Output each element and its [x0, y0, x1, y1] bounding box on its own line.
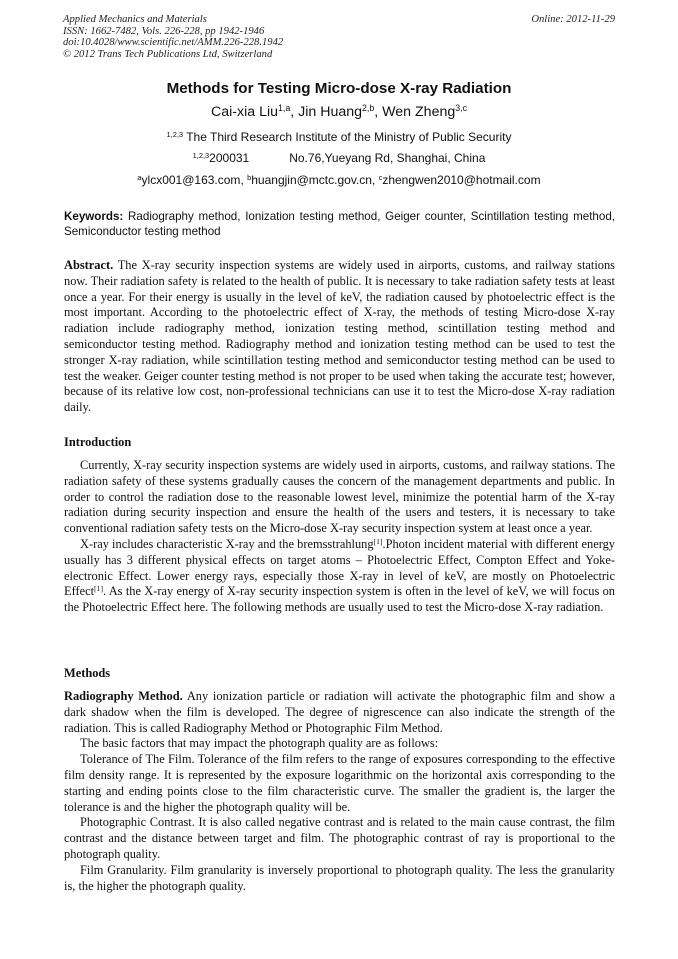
email-separator: ,	[240, 173, 248, 187]
intro-paragraph-2	[64, 537, 615, 616]
author-separator: ,	[290, 104, 299, 120]
radiography-heading: Radiography Method.	[64, 689, 183, 703]
intro-p2-part-3: . As the X-ray energy of X-ray security inspection system is often in the level of keV, we will focus on the Photoelectric Effect here. The following methods are usually used to test the Micro-dose X-ray radiation.	[64, 584, 615, 615]
author-list	[0, 104, 678, 120]
author-affil-mark: 1,a	[278, 103, 291, 114]
intro-p2-part-2: .Photon incident material with different energy usually has 3 different physical effects on target atoms – Photoelectric Effect, Compton Effect and Yoke- electronic Effect. Lower energy rays, especially those X-ray in level of keV, are mostly on Photoelectric Effect	[64, 536, 615, 599]
introduction-body	[64, 458, 615, 616]
affiliation-address	[0, 151, 678, 165]
keywords-block	[64, 209, 615, 240]
radiography-text: Any ionization particle or radiation will activate the photographic film and show a dark shadow when the film is developed. The degree of nigrescence can also indicate the strength of the radiation. This is called Radiography Method or Photographic Film Method.	[64, 689, 615, 735]
journal-header	[63, 14, 615, 60]
author-name: Jin Huang	[298, 104, 363, 120]
citation-ref: [1]	[94, 584, 103, 594]
email-mark: a	[137, 172, 142, 182]
methods-section	[64, 666, 615, 682]
factors-paragraph: The basic factors that may impact the photograph quality are as follows:	[80, 736, 439, 751]
methods-heading: Methods	[64, 666, 111, 680]
author-name: Wen Zheng	[382, 104, 456, 120]
email-mark: c	[378, 172, 383, 182]
email-separator: ,	[371, 173, 379, 187]
keywords-text: Radiography method, Ionization testing method, Geiger counter, Scintillation testing method, Semiconductor testing method	[64, 210, 615, 239]
keywords-label: Keywords:	[64, 210, 124, 223]
email-mark: b	[247, 172, 252, 182]
affiliation-institute	[0, 130, 678, 144]
affiliation-emails	[0, 173, 678, 187]
issn-line: ISSN: 1662-7482, Vols. 226-228, pp 1942-1946	[63, 25, 265, 37]
journal-name: Applied Mechanics and Materials	[63, 14, 207, 25]
tolerance-paragraph: Tolerance of The Film. Tolerance of the film refers to the range of exposures corresponding to the effective film density range. It is represented by the exposure logarithmic on the horizontal axis corresponding to the starting and ending points close to the film characteristic curve. The smaller the gradient is, the larger the tolerance is and the higher the photograph quality will be.	[64, 752, 615, 814]
intro-p2-part-1: X-ray includes characteristic X-ray and the bremsstrahlung	[80, 536, 374, 551]
radiography-paragraph	[64, 689, 615, 736]
email-link[interactable]: zhengwen2010@hotmail.com	[382, 173, 541, 187]
intro-paragraph-1: Currently, X-ray security inspection systems are widely used in airports, customs, and railway stations. The radiation safety of these systems gradually causes the concern of the management departments and public. In order to control the radiation dose to the reasonable lowest level, minimize the potential harm of the X-ray radiation during security inspection and ensure the health of the users and testers, it is necessary to take conventional radiation safety tests on the Micro-dose X-ray security inspection system at least once a year.	[64, 458, 615, 536]
citation-ref: [1]	[373, 536, 383, 546]
email-link[interactable]: huangjin@mctc.gov.cn	[251, 173, 372, 187]
institute-name: The Third Research Institute of the Ministry of Public Security	[186, 130, 512, 144]
postcode: 200031	[209, 151, 250, 165]
abstract-block	[64, 258, 615, 416]
paper-title: Methods for Testing Micro-dose X-ray Radiation	[166, 80, 512, 97]
copyright-line: © 2012 Trans Tech Publications Ltd, Switzerland	[63, 48, 273, 60]
author-affil-mark: 3,c	[455, 103, 467, 114]
online-date: Online: 2012-11-29	[531, 14, 615, 25]
email-link[interactable]: ylcx001@163.com	[141, 173, 241, 187]
author-separator: ,	[374, 104, 383, 120]
doi-line: doi:10.4028/www.scientific.net/AMM.226-228.1942	[63, 37, 284, 49]
abstract-label: Abstract.	[64, 258, 114, 272]
contrast-paragraph: Photographic Contrast. It is also called negative contrast and is related to the main cause contrast, the film contrast and the distance between target and film. The photographic contrast of ray is proportional to the photograph quality.	[64, 815, 615, 861]
introduction-heading: Introduction	[64, 435, 132, 449]
author-name: Cai-xia Liu	[210, 104, 279, 120]
author-affil-mark: 2,b	[362, 103, 375, 114]
street-address: No.76,Yueyang Rd, Shanghai, China	[289, 151, 486, 165]
affil-mark: 1,2,3	[192, 150, 210, 160]
abstract-text: The X-ray security inspection systems are widely used in airports, customs, and railway stations now. Their radiation safety is related to the health of public. It is necessary to take radiation safety tests at least once a year. For their energy is usually in the level of keV, the radiation caused by photoelectric effect is the most important. According to the photoelectric effect of X-ray, the methods of testing Micro-dose X-ray radiation include radiography method, ionization testing method, scintillation testing method and semiconductor testing method. Radiography method and ionization testing method can be used to test the stronger X-ray radiation, while scintillation testing method and semiconductor testing method can be used to test the weaker. Geiger counter testing method is not proper to be used when taking the accurate test; however, because of its relative low cost, non-professional technicians can use it to test the Micro-dose X-ray radiation daily.	[64, 258, 615, 415]
methods-body	[64, 689, 615, 894]
affil-mark: 1,2,3	[166, 129, 184, 139]
introduction-section	[64, 435, 615, 451]
granularity-paragraph: Film Granularity. Film granularity is inversely proportional to photograph quality. The less the granularity is, the higher the photograph quality.	[64, 862, 615, 893]
